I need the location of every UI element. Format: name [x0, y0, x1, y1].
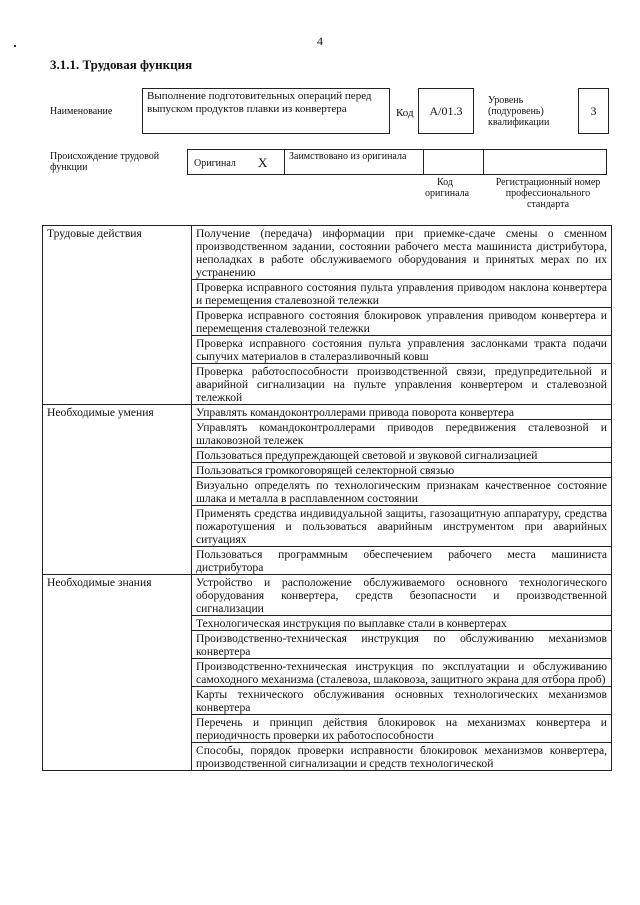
- list-item: Управлять командоконтроллерами приводов передвижения сталевозной и шлаковозной тележек: [192, 420, 612, 448]
- original-mark: X: [258, 155, 268, 170]
- code-original-caption: Код оригинала: [425, 177, 470, 199]
- registration-number-cell: [483, 149, 607, 175]
- list-item: Пользоваться программным обеспечением рабочего места машиниста дистрибутора: [192, 547, 612, 575]
- qualification-level-box: 3: [578, 88, 609, 134]
- borrowed-label: Заимствовано из оригинала: [289, 151, 407, 162]
- origin-original-cell: [187, 149, 285, 175]
- origin-label: Происхождение трудовой функции: [50, 151, 160, 173]
- origin-borrowed-cell: [284, 149, 424, 175]
- list-item: Производственно-техническая инструкция по обслуживанию механизмов конвертера: [192, 631, 612, 659]
- origin-row: [188, 149, 607, 175]
- list-item: Применять средства индивидуальной защиты, газозащитную аппаратуру, средства пожаротушения и пользоваться аварийным инструментом при аварийных ситуациях: [192, 506, 612, 547]
- list-item: Технологическая инструкция по выплавке стали в конвертерах: [192, 616, 612, 631]
- section-title: Необходимые умения: [43, 405, 192, 575]
- table-row: [43, 575, 612, 616]
- section-heading: 3.1.1. Трудовая функция: [50, 57, 193, 72]
- original-code-cell: [423, 149, 484, 175]
- list-item: Способы, порядок проверки исправности блокировок механизмов конвертера, производственной сигнализации и средств технологической: [192, 743, 612, 771]
- function-details-table: [42, 225, 612, 771]
- section-title: Трудовые действия: [43, 226, 192, 405]
- page-number: 4: [317, 34, 323, 48]
- function-code-box: A/01.3: [418, 88, 474, 134]
- section-title: Необходимые знания: [43, 575, 192, 771]
- list-item: Проверка исправного состояния пульта управления заслонками тракта подачи сыпучих материалов в сталеразливочный ковш: [192, 336, 612, 364]
- table-row: [43, 226, 612, 280]
- list-item: Управлять командоконтроллерами привода поворота конвертера: [192, 405, 612, 420]
- list-item: Устройство и расположение обслуживаемого основного технологического оборудования конвертера, средств безопасности и производственной сигнализации: [192, 575, 612, 616]
- registration-number-caption: Регистрационный номер профессионального стандарта: [495, 177, 601, 210]
- list-item: Визуально определять по технологическим признакам качественное состояние шлака и металла в расплавленном состоянии: [192, 478, 612, 506]
- function-name-box: Выполнение подготовительных операций перед выпуском продуктов плавки из конвертера: [142, 88, 390, 134]
- original-label: Оригинал: [194, 158, 236, 169]
- list-item: Перечень и принцип действия блокировок на механизмах конвертера и периодичность проверки их работоспособности: [192, 715, 612, 743]
- list-item: Получение (передача) информации при приемке-сдаче смены о сменном производственном задании, состоянии рабочего места машиниста дистрибутора, неполадках в работе обслуживаемого оборудования и принятых мерах по их устранению: [192, 226, 612, 280]
- list-item: Пользоваться предупреждающей световой и звуковой сигнализацией: [192, 448, 612, 463]
- name-label: Наименование: [50, 106, 113, 117]
- code-label: Код: [396, 107, 414, 119]
- list-item: Карты технического обслуживания основных технологических механизмов конвертера: [192, 687, 612, 715]
- list-item: Производственно-техническая инструкция по эксплуатации и обслуживанию самоходного механизма (сталевоза, шлаковоза, защитного экрана для отбора проб): [192, 659, 612, 687]
- list-item: Проверка работоспособности производственной связи, предупредительной и аварийной сигнализации на пульте управления конвертером и сталевозной тележкой: [192, 364, 612, 405]
- list-item: Проверка исправного состояния блокировок управления приводом конвертера и перемещения сталевозной тележки: [192, 308, 612, 336]
- scan-dot: [14, 45, 16, 47]
- table-row: [43, 405, 612, 420]
- list-item: Проверка исправного состояния пульта управления приводом наклона конвертера и перемещения сталевозной тележки: [192, 280, 612, 308]
- list-item: Пользоваться громкоговорящей селекторной связью: [192, 463, 612, 478]
- qualification-level-label: Уровень (подуровень) квалификации: [488, 95, 550, 128]
